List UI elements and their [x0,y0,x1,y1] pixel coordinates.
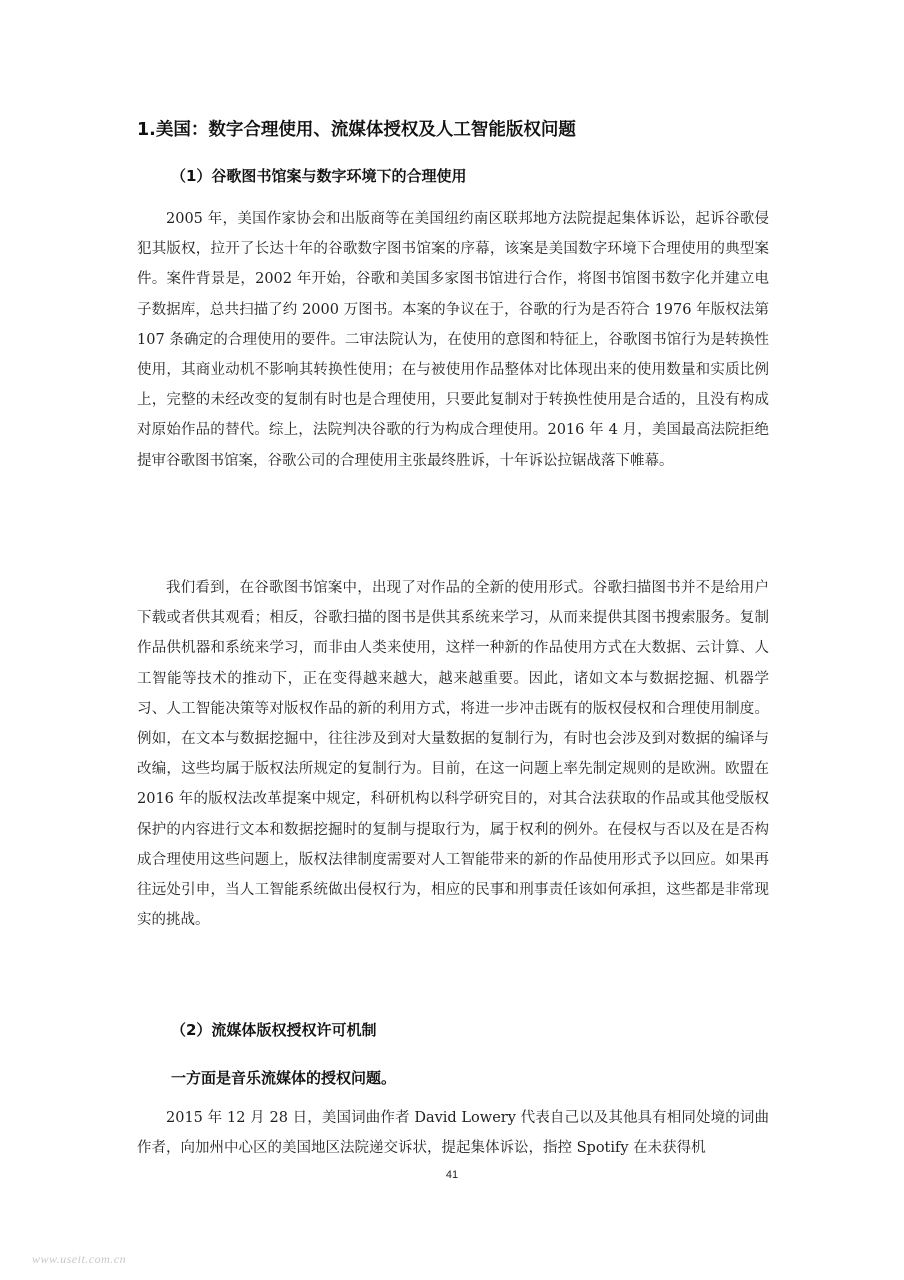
page-number: 41 [445,1169,459,1181]
section-title: 1.美国：数字合理使用、流媒体授权及人工智能版权问题 [137,120,576,140]
subsection-title-streaming-license: （2）流媒体版权授权许可机制 [171,1021,377,1039]
paragraph-spotify-case: 2015 年 12 月 28 日，美国词曲作者 David Lowery 代表自己以及其他具有相同处境的词曲作者，向加州中心区的美国地区法院递交诉状，提起集体诉讼，指控 Spotify 在未获得机 [137,1110,769,1157]
paragraph-new-usage-analysis: 我们看到，在谷歌图书馆案中，出现了对作品的全新的使用形式。谷歌扫描图书并不是给用户下载或者供其观看；相反，谷歌扫描的图书是供其系统来学习，从而来提供其图书搜索服务。复制作品供机器和系统来学习，而非由人类来使用，这样一种新的作品使用方式在大数据、云计算、人工智能等技术的推动下，正在变得越来越大，越来越重要。因此，诸如文本与数据挖掘、机器学习、人工智能决策等对版权作品的新的利用方式，将进一步冲击既有的版权侵权和合理使用制度。例如，在文本与数据挖掘中，往往涉及到对大量数据的复制行为，有时也会涉及到对数据的编译与改编，这些均属于版权法所规定的复制行为。目前，在这一问题上率先制定规则的是欧洲。欧盟在 2016 年的版权法改革提案中规定，科研机构以科学研究目的，对其合法获取的作品或其他受版权保护的内容进行文本和数据挖掘时的复制与提取行为，属于权利的例外。在侵权与否以及在是否构成合理使用这些问题上，版权法律制度需要对人工智能带来的新的作品使用形式予以回应。如果再往远处引申，当人工智能系统做出侵权行为，相应的民事和刑事责任该如何承担，这些都是非常现实的挑战。 [137,580,769,929]
watermark: www.useit.com.cn [32,1252,127,1266]
subsection-title-google-library: （1）谷歌图书馆案与数字环境下的合理使用 [171,167,467,185]
subsection-lead-music-streaming: 一方面是音乐流媒体的授权问题。 [171,1069,397,1087]
paragraph-google-case: 2005 年，美国作家协会和出版商等在美国纽约南区联邦地方法院提起集体诉讼，起诉谷歌侵犯其版权，拉开了长达十年的谷歌数字图书馆案的序幕，该案是美国数字环境下合理使用的典型案件。案件背景是，2002 年开始，谷歌和美国多家图书馆进行合作，将图书馆图书数字化并建立电子数据库，总共扫描了约 2000 万图书。本案的争议在于，谷歌的行为是否符合 1976 年版权法第 107 条确定的合理使用的要件。二审法院认为，在使用的意图和特征上，谷歌图书馆行为是转换性使用，其商业动机不影响其转换性使用；在与被使用作品整体对比体现出来的使用数量和实质比例上，完整的未经改变的复制有时也是合理使用，只要此复制对于转换性使用是合适的，且没有构成对原始作品的替代。综上，法院判决谷歌的行为构成合理使用。2016 年 4 月，美国最高法院拒绝提审谷歌图书馆案，谷歌公司的合理使用主张最终胜诉，十年诉讼拉锯战落下帷幕。 [137,211,769,469]
